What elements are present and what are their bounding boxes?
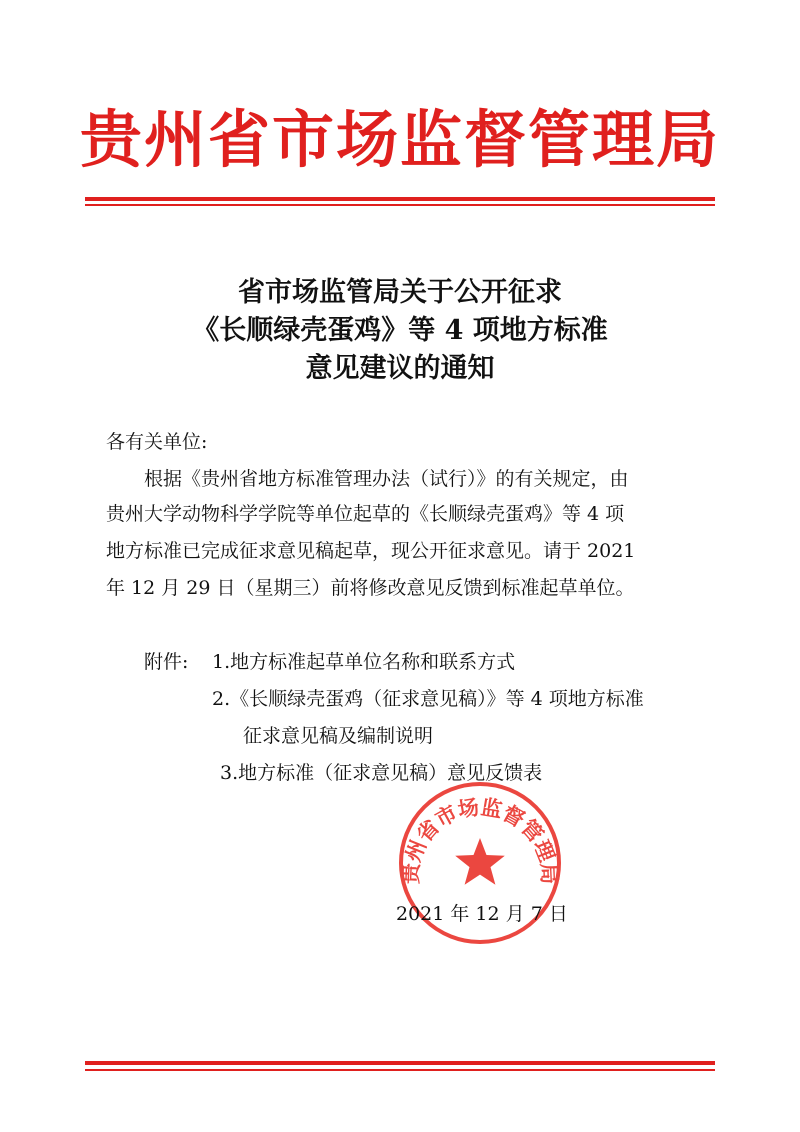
- attachment-item-1: 1.地方标准起草单位名称和联系方式: [212, 651, 516, 673]
- seal-star-icon: [455, 838, 505, 885]
- paragraph-line-2: 贵州大学动物科学学院等单位起草的《长顺绿壳蛋鸡》等 4 项: [106, 503, 625, 525]
- agency-header: 贵州省市场监督管理局: [79, 103, 720, 176]
- footer-rule-thin: [85, 1069, 715, 1071]
- attachment-item-3: 3.地方标准（征求意见稿）意见反馈表: [220, 762, 543, 784]
- attachment-item-2: 2.《长顺绿壳蛋鸡（征求意见稿）》等 4 项地方标准: [212, 688, 644, 710]
- footer-rule-thick: [85, 1061, 715, 1065]
- document-title: [0, 274, 800, 388]
- attachments-label: 附件:: [144, 651, 189, 673]
- seal-text-path: 贵州省市场监督管理局: [397, 794, 563, 885]
- title-line-1: 省市场监管局关于公开征求: [238, 277, 562, 308]
- title-line-2: 《长顺绿壳蛋鸡》等 4 项地方标准: [192, 315, 608, 346]
- issue-date: 2021 年 12 月 7 日: [396, 903, 568, 925]
- salutation: 各有关单位:: [106, 431, 208, 453]
- title-line-3: 意见建议的通知: [305, 353, 495, 384]
- paragraph-line-3: 地方标准已完成征求意见稿起草，现公开征求意见。请于 2021: [106, 540, 636, 562]
- header-rule-thick: [85, 197, 715, 201]
- header-rule-thin: [85, 204, 715, 206]
- paragraph-line-4: 年 12 月 29 日（星期三）前将修改意见反馈到标准起草单位。: [106, 577, 635, 599]
- paragraph-line-1: 根据《贵州省地方标准管理办法（试行）》的有关规定，由: [106, 468, 629, 490]
- attachment-item-2-continued: 征求意见稿及编制说明: [243, 725, 434, 747]
